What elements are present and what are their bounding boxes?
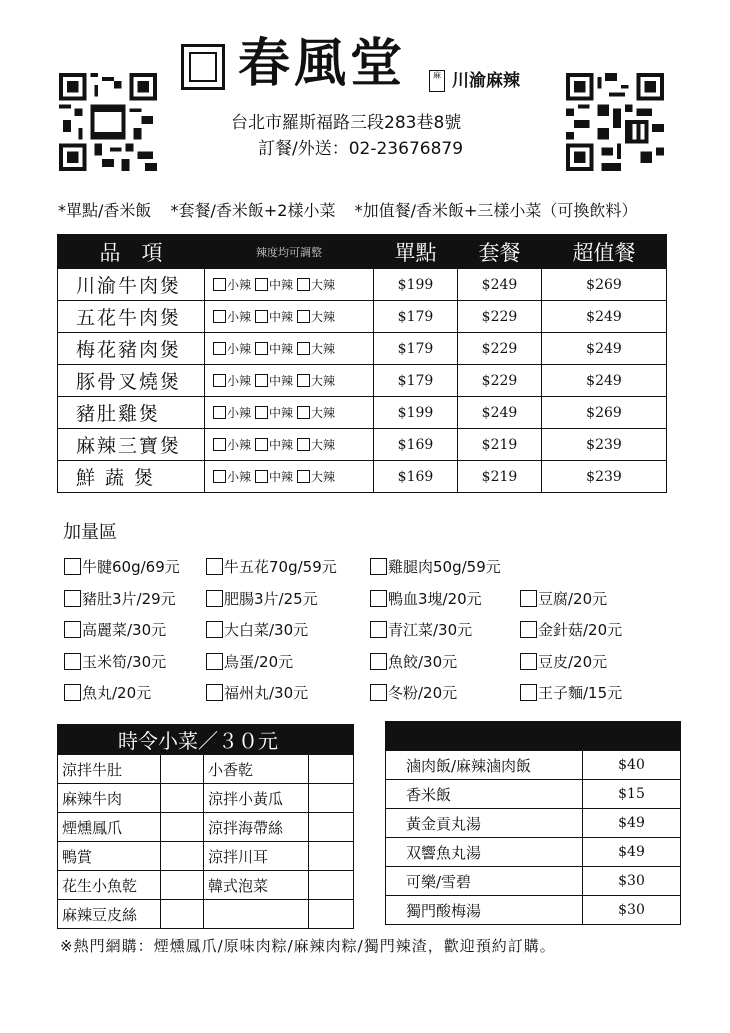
addon-label: 青江菜/30元 [388, 621, 473, 639]
rice-soup-price: $30 [583, 896, 681, 925]
spice-options [205, 429, 374, 461]
addon-label: 雞腿肉50g/59元 [388, 558, 501, 576]
spice-checkbox[interactable] [255, 310, 268, 323]
rice-soup-header [386, 722, 681, 751]
spice-label: 中辣 [269, 278, 294, 292]
spice-label: 小辣 [227, 342, 252, 356]
price-value: $249 [541, 365, 666, 397]
addon-checkbox[interactable] [64, 590, 81, 607]
side-dish-name [204, 900, 309, 929]
spice-label: 小辣 [227, 278, 252, 292]
addon-checkbox[interactable] [206, 590, 223, 607]
addon-label: 大白菜/30元 [224, 621, 309, 639]
addon-label: 玉米筍/30元 [82, 652, 167, 671]
spice-checkbox[interactable] [297, 438, 310, 451]
spice-checkbox[interactable] [213, 310, 226, 323]
rice-soup-name: 香米飯 [386, 780, 583, 809]
addon-checkbox[interactable] [64, 621, 81, 638]
menu-row [58, 429, 667, 461]
side-dish-blank [161, 900, 204, 929]
rice-soup-name: 双響魚丸湯 [386, 838, 583, 867]
side-dish-blank [309, 842, 354, 871]
spice-checkbox[interactable] [297, 374, 310, 387]
rice-soup-price: $49 [583, 809, 681, 838]
side-dish-name: 煙燻鳳爪 [58, 813, 161, 842]
footer-note: ※熱門網購：煙燻鳳爪/原味肉粽/麻辣肉粽/獨門辣渣，歡迎預約訂購。 [60, 937, 556, 955]
spice-checkbox[interactable] [213, 406, 226, 419]
spice-checkbox[interactable] [255, 470, 268, 483]
price-single: $169 [374, 429, 458, 461]
menu-item-name: 川渝牛肉煲 [58, 269, 205, 301]
addon-item[interactable] [206, 556, 337, 577]
addon-item[interactable] [206, 588, 318, 609]
addon-checkbox[interactable] [370, 684, 387, 701]
addon-checkbox[interactable] [206, 653, 223, 670]
spice-checkbox[interactable] [213, 438, 226, 451]
spice-options [205, 461, 374, 493]
side-dish-blank [309, 784, 354, 813]
side-dish-name: 涼拌海帶絲 [204, 813, 309, 842]
spice-label: 大辣 [311, 438, 336, 452]
menu-item-name: 五花牛肉煲 [58, 301, 205, 333]
price-value: $249 [541, 333, 666, 365]
rice-soup-name: 黃金貢丸湯 [386, 809, 583, 838]
addon-item[interactable] [64, 651, 166, 672]
addon-item[interactable] [520, 619, 622, 640]
addon-checkbox[interactable] [370, 558, 387, 575]
side-dish-name: 麻辣豆皮絲 [58, 900, 161, 929]
price-set: $219 [457, 461, 541, 493]
rice-soup-row [386, 838, 681, 867]
spice-checkbox[interactable] [297, 470, 310, 483]
rice-soup-row [386, 751, 681, 780]
price-value: $239 [541, 429, 666, 461]
spice-label: 大辣 [311, 342, 336, 356]
spice-checkbox[interactable] [213, 342, 226, 355]
addon-checkbox[interactable] [370, 653, 387, 670]
spice-label: 大辣 [311, 406, 336, 420]
addon-item[interactable] [370, 682, 457, 703]
price-value: $269 [541, 269, 666, 301]
side-dish-table [57, 724, 354, 929]
spice-label: 中辣 [269, 470, 294, 484]
addon-checkbox[interactable] [520, 684, 537, 701]
price-value: $249 [541, 301, 666, 333]
header-value: 超值餐 [541, 235, 666, 269]
spice-label: 小辣 [227, 406, 252, 420]
price-set: $229 [457, 301, 541, 333]
spice-options [205, 301, 374, 333]
spice-options [205, 397, 374, 429]
note-value: *加值餐/香米飯+三樣小菜（可換飲料） [354, 201, 638, 220]
spice-checkbox[interactable] [213, 470, 226, 483]
menu-row [58, 461, 667, 493]
addon-label: 福州丸/30元 [224, 684, 309, 702]
side-dish-name: 麻辣牛肉 [58, 784, 161, 813]
menu-row [58, 269, 667, 301]
spice-label: 中辣 [269, 406, 294, 420]
spice-checkbox[interactable] [255, 406, 268, 419]
spice-label: 大辣 [311, 310, 336, 324]
menu-row [58, 333, 667, 365]
addon-checkbox[interactable] [520, 590, 537, 607]
addon-label: 金針菇/20元 [538, 621, 623, 639]
spice-label: 小辣 [227, 310, 252, 324]
side-dish-blank [309, 813, 354, 842]
price-single: $179 [374, 301, 458, 333]
price-set: $249 [457, 397, 541, 429]
spice-label: 中辣 [269, 310, 294, 324]
spice-checkbox[interactable] [297, 310, 310, 323]
addon-checkbox[interactable] [64, 653, 81, 670]
spice-checkbox[interactable] [297, 278, 310, 291]
addon-checkbox[interactable] [206, 621, 223, 638]
note-set: *套餐/香米飯+2樣小菜 [170, 201, 336, 220]
spice-checkbox[interactable] [213, 374, 226, 387]
menu-item-name: 豬肚雞煲 [58, 397, 205, 429]
menu-row [58, 365, 667, 397]
side-dish-blank [161, 784, 204, 813]
spice-label: 中辣 [269, 438, 294, 452]
spice-checkbox[interactable] [255, 374, 268, 387]
addon-checkbox[interactable] [206, 558, 223, 575]
addon-checkbox[interactable] [370, 621, 387, 638]
qr-code-left [59, 73, 157, 171]
addon-item[interactable] [520, 651, 607, 672]
addon-title: 加量區 [63, 522, 117, 543]
spice-checkbox[interactable] [297, 406, 310, 419]
brand-subtitle: 川渝麻辣 [452, 71, 520, 91]
side-dish-blank [309, 871, 354, 900]
addon-item[interactable] [520, 588, 607, 609]
addon-label: 牛腱60g/69元 [82, 558, 180, 576]
side-dish-blank [161, 871, 204, 900]
addon-item[interactable] [370, 651, 457, 672]
brand-name: 春風堂 [238, 33, 407, 94]
addon-checkbox[interactable] [520, 621, 537, 638]
addon-label: 冬粉/20元 [388, 684, 458, 702]
side-dish-name: 鴨賞 [58, 842, 161, 871]
spice-checkbox[interactable] [255, 278, 268, 291]
qr-code-right [566, 73, 664, 171]
addon-item[interactable] [370, 619, 472, 640]
rice-soup-name: 可樂/雪碧 [386, 867, 583, 896]
spice-checkbox[interactable] [297, 342, 310, 355]
address: 台北市羅斯福路三段283巷8號 [231, 113, 462, 133]
header-single: 單點 [374, 235, 458, 269]
phone: 訂餐/外送：02-23676879 [258, 139, 464, 159]
addon-label: 豆腐/20元 [538, 589, 608, 608]
price-value: $239 [541, 461, 666, 493]
side-dish-name: 韓式泡菜 [204, 871, 309, 900]
price-single: $179 [374, 365, 458, 397]
addon-label: 鴨血3塊/20元 [388, 589, 482, 608]
addon-checkbox[interactable] [64, 558, 81, 575]
addon-checkbox[interactable] [206, 684, 223, 701]
addon-label: 魚餃/30元 [388, 652, 458, 671]
addon-label: 魚丸/20元 [82, 684, 152, 702]
price-set: $229 [457, 365, 541, 397]
side-dish-row [58, 784, 354, 813]
menu-row [58, 301, 667, 333]
price-set: $219 [457, 429, 541, 461]
addon-label: 肥腸3片/25元 [224, 589, 318, 608]
spice-label: 大辣 [311, 278, 336, 292]
header-item: 品 項 [58, 235, 205, 269]
side-dish-name: 涼拌川耳 [204, 842, 309, 871]
header-set: 套餐 [457, 235, 541, 269]
spice-options [205, 333, 374, 365]
spice-label: 小辣 [227, 374, 252, 388]
rice-soup-price: $15 [583, 780, 681, 809]
rice-soup-name: 滷肉飯/麻辣滷肉飯 [386, 751, 583, 780]
price-single: $169 [374, 461, 458, 493]
rice-soup-row [386, 896, 681, 925]
rice-soup-table [385, 721, 681, 925]
spice-label: 大辣 [311, 374, 336, 388]
meal-notes [58, 198, 651, 221]
side-dish-row [58, 842, 354, 871]
side-dish-row [58, 871, 354, 900]
addon-item[interactable] [206, 682, 308, 703]
rice-soup-price: $30 [583, 867, 681, 896]
side-dish-row [58, 900, 354, 929]
addon-label: 王子麵/15元 [538, 684, 623, 702]
addon-checkbox[interactable] [370, 590, 387, 607]
price-single: $199 [374, 397, 458, 429]
spice-options [205, 269, 374, 301]
brand-logo [181, 44, 225, 90]
spice-label: 大辣 [311, 470, 336, 484]
main-menu-table [57, 234, 667, 493]
brand-seal: 麻 [429, 70, 445, 92]
price-single: $179 [374, 333, 458, 365]
price-single: $199 [374, 269, 458, 301]
side-dish-blank [161, 813, 204, 842]
spice-options [205, 365, 374, 397]
menu-row [58, 397, 667, 429]
side-dish-name: 花生小魚乾 [58, 871, 161, 900]
addon-label: 豆皮/20元 [538, 652, 608, 671]
rice-soup-row [386, 780, 681, 809]
addon-checkbox[interactable] [520, 653, 537, 670]
spice-checkbox[interactable] [255, 438, 268, 451]
addon-label: 牛五花70g/59元 [224, 558, 337, 576]
note-single: *單點/香米飯 [58, 201, 152, 220]
menu-item-name: 鮮 蔬 煲 [58, 461, 205, 493]
spice-checkbox[interactable] [213, 278, 226, 291]
spice-label: 中辣 [269, 342, 294, 356]
spice-label: 中辣 [269, 374, 294, 388]
side-dish-blank [161, 755, 204, 784]
side-dish-title: 時令小菜／３０元 [58, 725, 354, 755]
addon-label: 豬肚3片/29元 [82, 589, 176, 608]
rice-soup-row [386, 867, 681, 896]
rice-soup-name: 獨門酸梅湯 [386, 896, 583, 925]
addon-checkbox[interactable] [64, 684, 81, 701]
rice-soup-price: $40 [583, 751, 681, 780]
addon-item[interactable] [370, 556, 501, 577]
side-dish-name: 涼拌牛肚 [58, 755, 161, 784]
addon-item[interactable] [370, 588, 482, 609]
menu-item-name: 豚骨叉燒煲 [58, 365, 205, 397]
rice-soup-price: $49 [583, 838, 681, 867]
spice-label: 小辣 [227, 470, 252, 484]
side-dish-row [58, 813, 354, 842]
addon-item[interactable] [64, 682, 151, 703]
price-set: $249 [457, 269, 541, 301]
side-dish-blank [161, 842, 204, 871]
addon-item[interactable] [64, 588, 176, 609]
menu-item-name: 麻辣三寶煲 [58, 429, 205, 461]
spice-checkbox[interactable] [255, 342, 268, 355]
menu-item-name: 梅花豬肉煲 [58, 333, 205, 365]
addon-item[interactable] [520, 682, 622, 703]
price-set: $229 [457, 333, 541, 365]
side-dish-name: 小香乾 [204, 755, 309, 784]
addon-item[interactable] [206, 619, 308, 640]
addon-label: 鳥蛋/20元 [224, 652, 294, 671]
rice-soup-row [386, 809, 681, 838]
addon-item[interactable] [206, 651, 293, 672]
header-spice: 辣度均可調整 [205, 235, 374, 269]
addon-item[interactable] [64, 619, 166, 640]
side-dish-name: 涼拌小黃瓜 [204, 784, 309, 813]
side-dish-blank [309, 900, 354, 929]
spice-label: 小辣 [227, 438, 252, 452]
price-value: $269 [541, 397, 666, 429]
side-dish-row [58, 755, 354, 784]
addon-label: 高麗菜/30元 [82, 621, 167, 639]
side-dish-blank [309, 755, 354, 784]
addon-item[interactable] [64, 556, 180, 577]
